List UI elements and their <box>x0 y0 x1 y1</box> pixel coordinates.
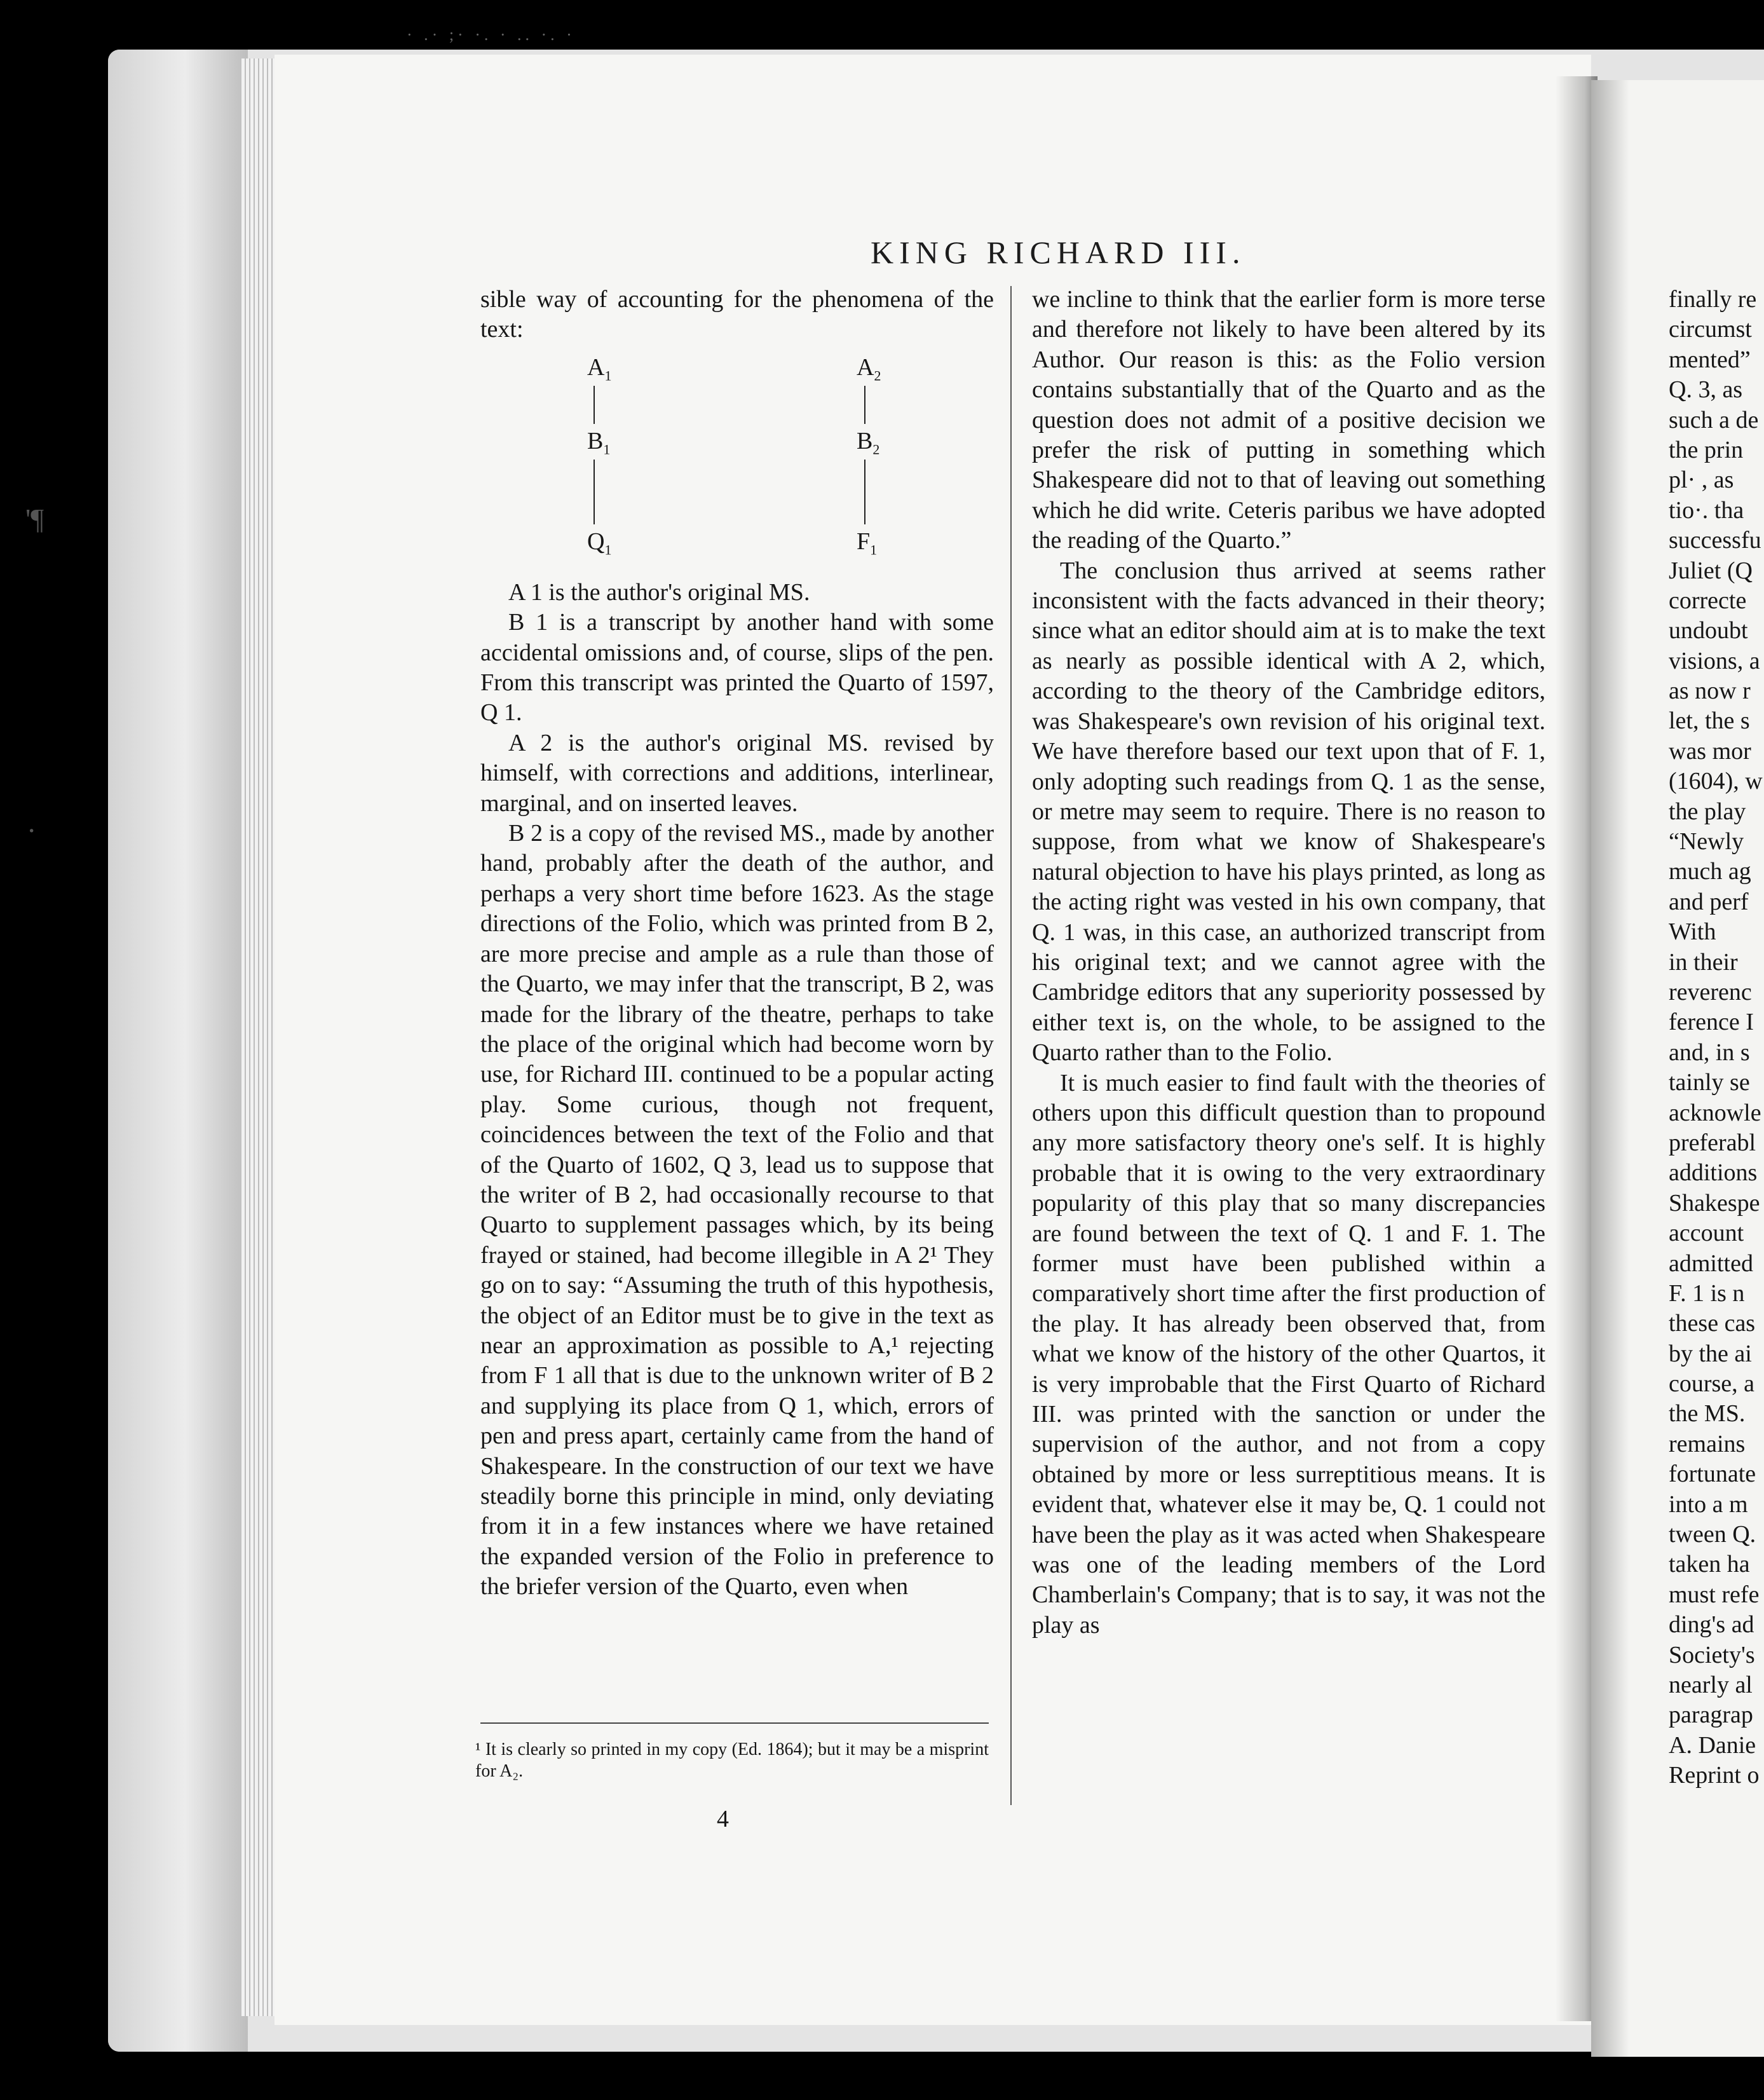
facing-page-line: course, a <box>1669 1370 1755 1398</box>
paragraph: B 1 is a transcript by another hand with some accidental omissions and, of course, slips of the pen. From this transcript was printed the Quarto of 1597, Q 1. <box>480 609 994 726</box>
facing-page-line: reverenc <box>1669 978 1752 1006</box>
left-column <box>480 285 994 1602</box>
page-number: 4 <box>717 1806 729 1832</box>
facing-page-line: ding's ad <box>1669 1611 1754 1639</box>
facing-page-line: additions <box>1669 1159 1758 1187</box>
column-rule <box>1010 286 1012 1805</box>
diagram-connector <box>594 386 595 424</box>
facing-page-line: tainly se <box>1669 1069 1750 1096</box>
facing-page-line: F. 1 is n <box>1669 1279 1745 1307</box>
facing-page-line: taken ha <box>1669 1551 1750 1578</box>
facing-page-line: Q. 3, as <box>1669 376 1743 404</box>
facing-page-line: Reprint o <box>1669 1762 1760 1789</box>
facing-page-line: into a m <box>1669 1490 1748 1518</box>
diagram-connector <box>864 386 865 424</box>
facing-page-line: visions, a <box>1669 647 1760 674</box>
diagram-connector <box>864 460 865 524</box>
diagram-node: $B_2$ <box>857 427 880 458</box>
facing-page-shadow <box>1591 80 1629 2057</box>
facing-page-line: (1604), w <box>1669 768 1763 795</box>
paragraph: A 2 is the author's original MS. revised by himself, with corrections and additions, interlinear, marginal, and on inserted leaves. <box>480 729 994 817</box>
diagram-node: $A_1$ <box>587 353 612 384</box>
facing-page-line: must refe <box>1669 1581 1760 1608</box>
facing-page-line: circumst <box>1669 316 1752 343</box>
facing-page-line: paragrap <box>1669 1701 1753 1729</box>
facing-page-line: preferabl <box>1669 1129 1756 1156</box>
paragraph: we incline to think that the earlier form is more terse and therefore not likely to have been altered by its Author. Our reason is this: as the Folio version contains substantially that of the Quarto and as the question does not admit of a positive decision we prefer the risk of putting in something which Shakespeare did not to that of leaving out something which he did write. Ceteris paribus we have adopted the reading of the Quarto.” <box>1032 286 1545 554</box>
facing-page-line: admitted <box>1669 1250 1753 1277</box>
facing-page-line: mented” <box>1669 346 1751 373</box>
facing-page-line: Shakespe <box>1669 1189 1760 1217</box>
manuscript-diagram <box>480 345 994 578</box>
paragraph: The conclusion thus arrived at seems rather inconsistent with the facts advanced in their theory; since what an editor should aim at is to make the text as nearly as possible identical with A 2, which, according to the theory of the Cambridge editors, was Shakespeare's own revision of his original text. We have therefore based our text upon that of F. 1, only adopting such readings from Q. 1 as the sense, or metre may seem to require. There is no reason to suppose, from what we know of Shakespeare's natural objection to have his plays printed, as long as the acting right was vested in his own company, that Q. 1 was, in this case, an authorized transcript from his original text; and we cannot agree with the Cambridge editors that any superiority possessed by either text is, on the whole, to be assigned to the Quarto rather than to the Folio. <box>1032 557 1545 1067</box>
facing-page-line: ference I <box>1669 1009 1754 1036</box>
facing-page-line: undoubt <box>1669 617 1748 644</box>
facing-page-line: and perf <box>1669 888 1749 915</box>
facing-page-line: finally re <box>1669 286 1757 313</box>
footnote-rule <box>480 1722 989 1724</box>
facing-page-line: acknowle <box>1669 1099 1761 1126</box>
facing-page-line: A. Danie <box>1669 1731 1756 1759</box>
diagram-node: $F_1$ <box>857 528 878 558</box>
diagram-connector <box>594 460 595 524</box>
facing-page-line: Juliet (Q <box>1669 557 1753 584</box>
intro-text: sible way of accounting for the phenomena of the text: <box>480 286 994 343</box>
margin-mark: '¶ <box>25 503 44 535</box>
facing-page-line: remains <box>1669 1430 1746 1457</box>
facing-page-line: Society's <box>1669 1641 1755 1668</box>
facing-page-line: fortunate <box>1669 1461 1756 1488</box>
facing-page-line: the prin <box>1669 436 1744 463</box>
facing-page-line: successfu <box>1669 527 1761 554</box>
facing-page-line: in their <box>1669 948 1738 976</box>
facing-page-line: correcte <box>1669 587 1747 614</box>
footnote: ¹ It is clearly so printed in my copy (Ed. 1864); but it may be a misprint for A₂. <box>475 1740 989 1781</box>
page-edges <box>241 58 278 2016</box>
diagram-node: $A_2$ <box>857 353 881 384</box>
diagram-node: $B_1$ <box>587 427 611 458</box>
book-cover-edge <box>108 50 248 2052</box>
running-title: KING RICHARD III. <box>871 235 1246 270</box>
facing-page-line: was mor <box>1669 737 1751 765</box>
facing-page-line: pl· , as <box>1669 467 1734 494</box>
facing-page-line: as now r <box>1669 678 1751 705</box>
facing-page-line: and, in s <box>1669 1039 1750 1066</box>
paragraph: A 1 is the author's original MS. <box>508 578 810 606</box>
facing-page-line: the MS. <box>1669 1400 1746 1428</box>
facing-page-line: tween Q. <box>1669 1521 1756 1548</box>
facing-page-line: nearly al <box>1669 1671 1753 1698</box>
facing-page-line: account <box>1669 1220 1744 1247</box>
paragraph: It is much easier to find fault with the theories of others upon this difficult question than to propound any more satisfactory theory one's self. It is highly probable that it is owing to the very extraordinary popularity of this play that so many discrepancies are found between the text of Q. 1 and F. 1. The former must have been published within a comparatively short time after the first production of the play. It has already been observed that, from what we know of the history of the other Quartos, it is very improbable that the First Quarto of Richard III. was printed with the sanction or under the supervision of the author, and not from a copy obtained by more or less surreptitious means. It is evident that, whatever else it may be, Q. 1 could not have been the play as it was acted when Shakespeare was one of the leading members of the Lord Chamberlain's Company; that is to say, it was not the play as <box>1032 1069 1545 1639</box>
diagram-node: $Q_1$ <box>587 528 612 558</box>
margin-mark: · <box>27 814 37 847</box>
facing-page-line: by the ai <box>1669 1340 1752 1367</box>
facing-page-text <box>1669 285 1764 1791</box>
facing-page-line: much ag <box>1669 858 1751 885</box>
right-column <box>1032 285 1545 1640</box>
top-strip: · .· ;· ·. · .. ·. · <box>407 25 576 44</box>
facing-page-line: “Newly <box>1669 828 1744 856</box>
facing-page-line: tio·. tha <box>1669 496 1744 524</box>
facing-page-line: the play <box>1669 798 1746 825</box>
paragraph: B 2 is a copy of the revised MS., made by another hand, probably after the death of the author, and perhaps a very short time before 1623. As the stage directions of the Folio, which was printed from B 2, are more precise and ample as a rule than those of the Quarto, we may infer that the transcript, B 2, was made for the library of the theatre, perhaps to take the place of the original which had become worn by use, for Richard III. continued to be a popular acting play. Some curious, though not frequent, coincidences between the text of the Folio and that of the Quarto of 1602, Q 3, lead us to suppose that the writer of B 2, had occasionally recourse to that Quarto to supplement passages which, by its being frayed or stained, had become illegible in A 2¹ They go on to say: “Assuming the truth of this hypothesis, the object of an Editor must be to give in the text as near an approximation as possible to A,¹ rejecting from F 1 all that is due to the unknown writer of B 2 and supplying its place from Q 1, which, errors of pen and press apart, certainly came from the hand of Shakespeare. In the construction of our text we have steadily borne this principle in mind, only deviating from it in a few instances where we have retained the expanded version of the Folio in preference to the briefer version of the Quarto, even when <box>480 820 994 1600</box>
facing-page-line: let, the s <box>1669 707 1750 735</box>
facing-page-line: such a de <box>1669 406 1759 433</box>
facing-page-line: With <box>1669 918 1716 946</box>
facing-page-line: these cas <box>1669 1310 1756 1337</box>
